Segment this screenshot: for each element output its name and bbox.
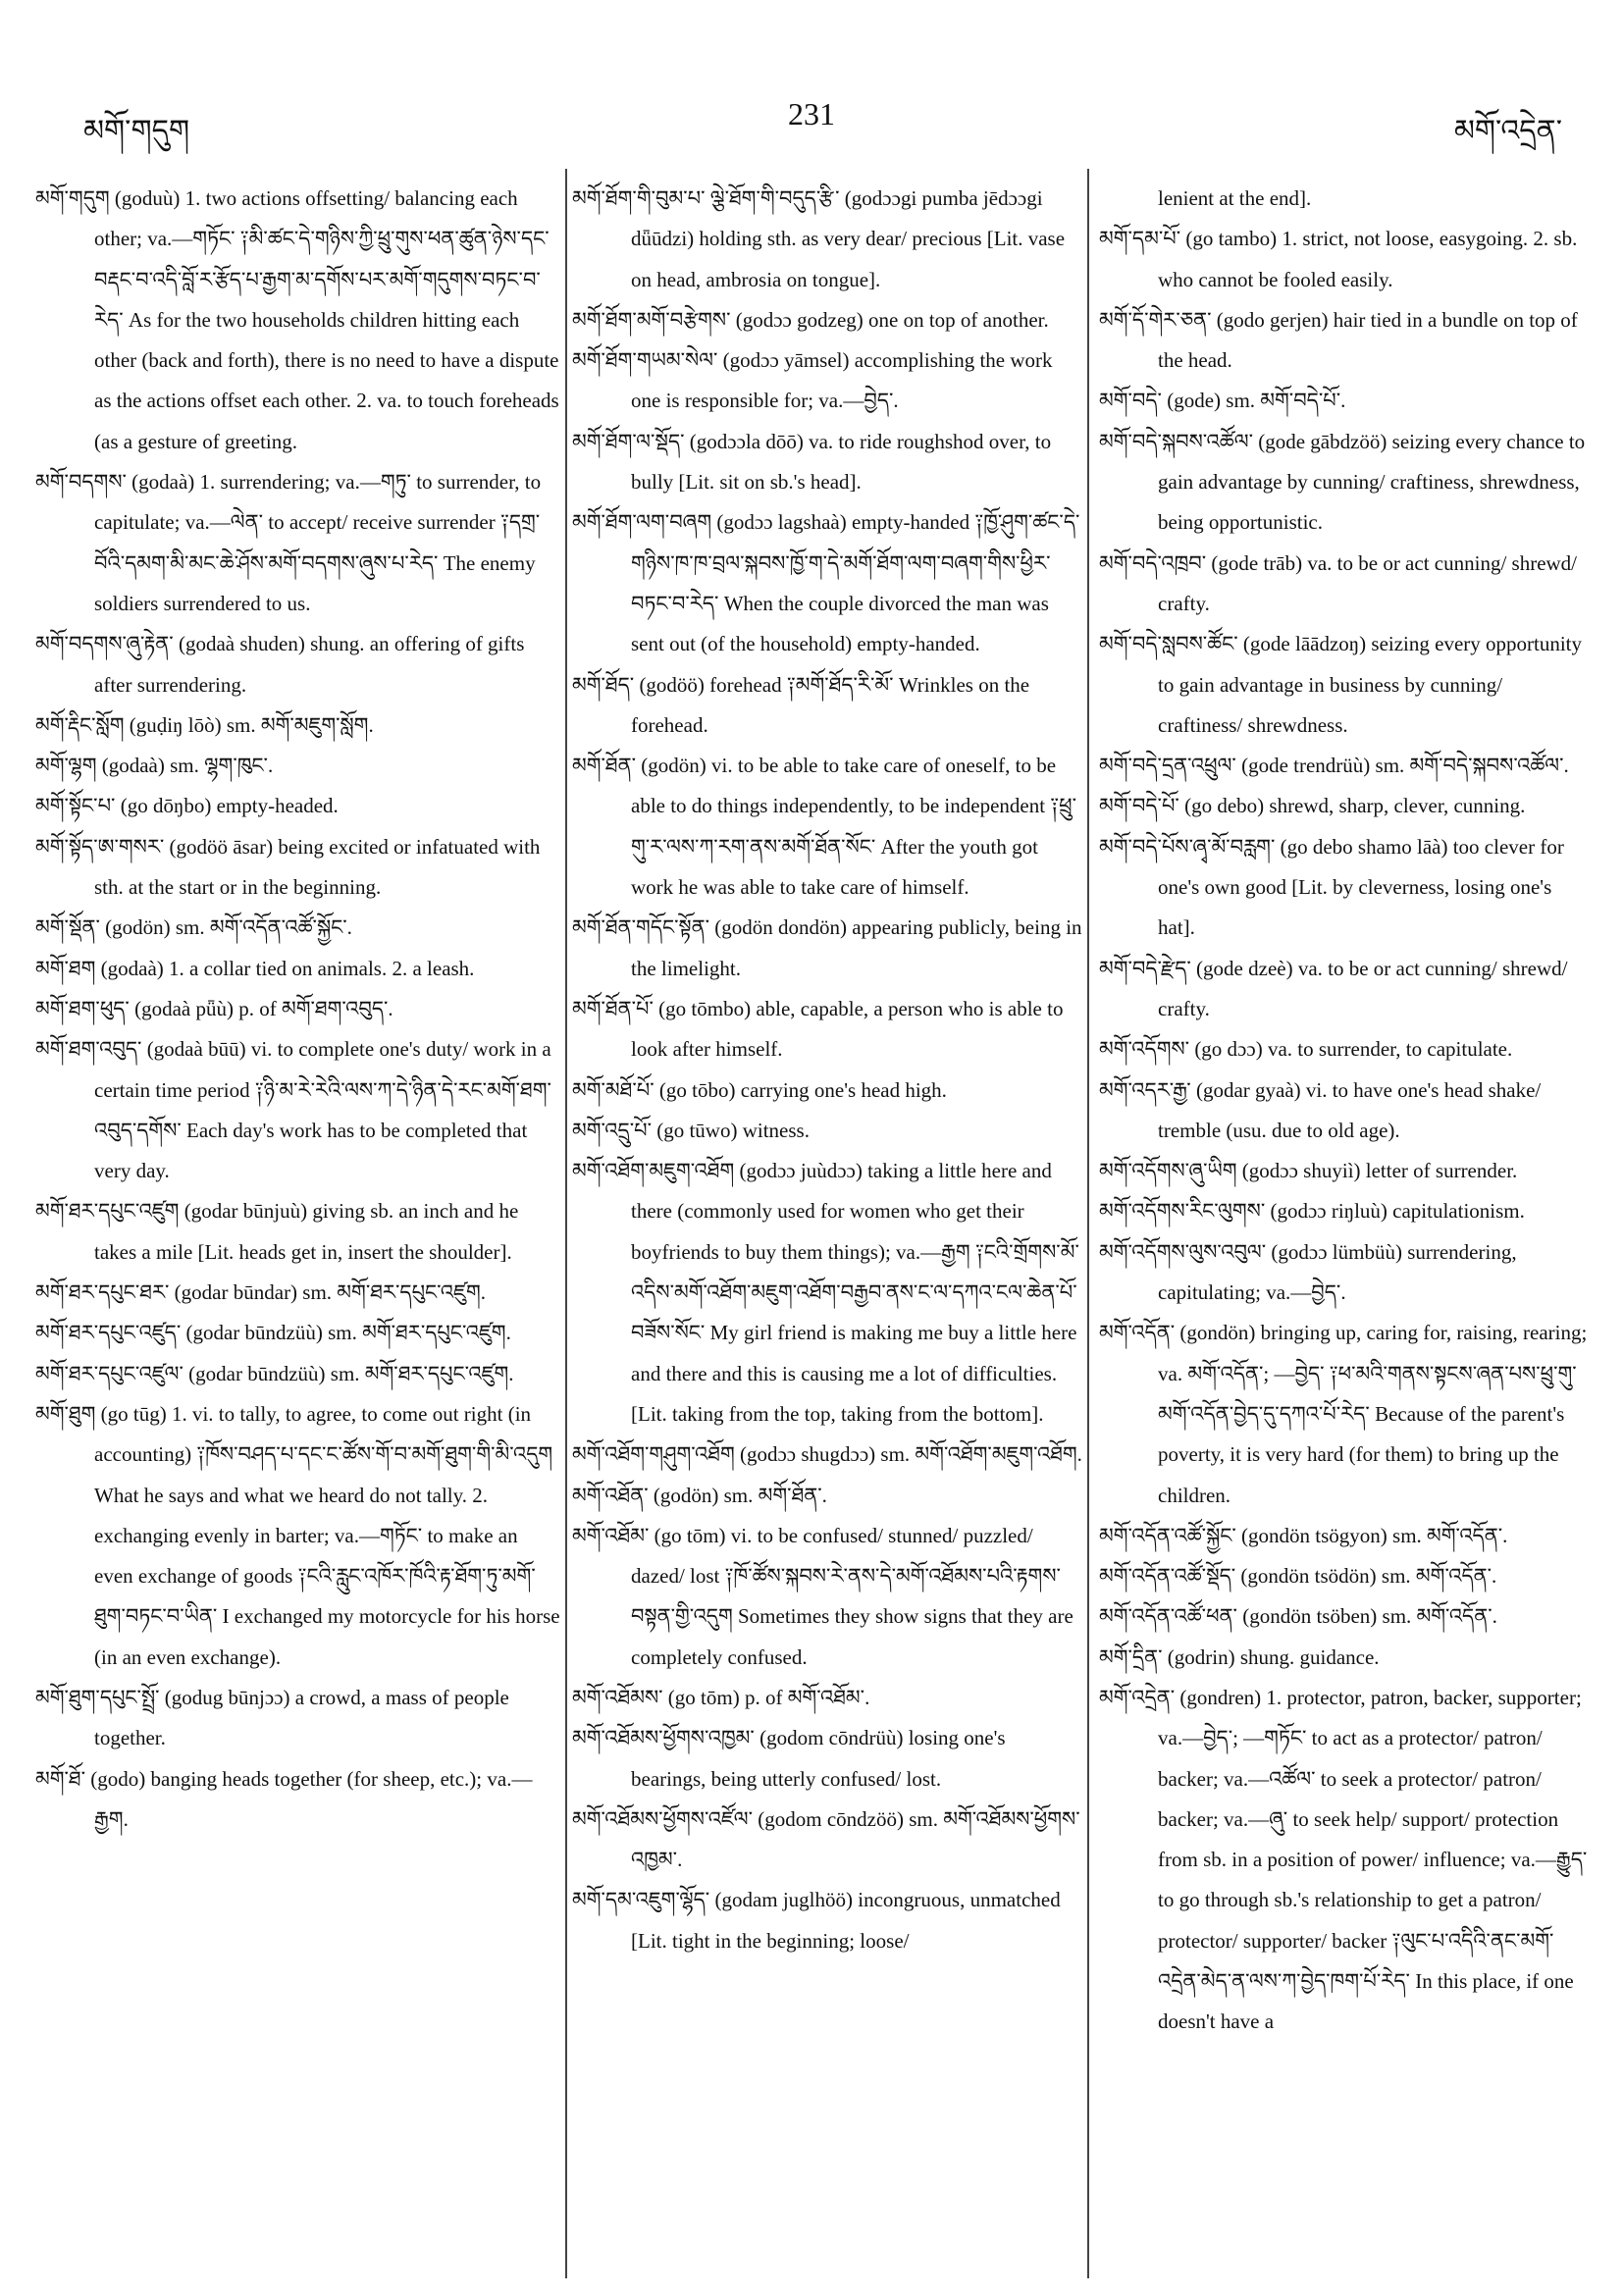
dictionary-entry: མགོ་བདེ་ (gode) sm. མགོ་བདེ་པོ་. (1099, 389, 1346, 413)
dictionary-entry: མགོ་འཐོམ་ (go tōm) vi. to be confused/ stunned/ puzzled/ dazed/ lost ༑ཁོ་ཚོས་སྐབས་རེ་ནས་དེ་མགོ་འཐོམས་པའི་རྟགས་བསྟན་གྱི་འདུག Sometimes they show signs that they are completely confused. (572, 1523, 1073, 1669)
dictionary-entry: མགོ་ཐུག་དཔུང་སྤྲོ་ (godug būnjɔɔ) a crowd, a mass of people together. (35, 1685, 509, 1750)
dictionary-entry: མགོ་འདོགས་ཞུ་ཡིག (godɔɔ shuyiì) letter of surrender. (1099, 1159, 1518, 1183)
dictionary-entry: མགོ་འདོན་འཚོ་སྡོད་ (gondön tsödön) sm. མགོ་འདོན་. (1099, 1564, 1497, 1589)
dictionary-entry: མགོ་ཐོག་གཡམ་སེལ་ (godɔɔ yāmsel) accomplishing the work one is responsible for; va.—བྱེད་. (572, 348, 1053, 413)
dictionary-entry: མགོ་བདེ་སྐབས་འཚོལ་ (gode gābdzöö) seizing every chance to gain advantage by cunning/ craftiness, shrewdness, being opportunistic. (1099, 429, 1586, 535)
dictionary-entry: མགོ་ཐར་དཔུང་འཛུལ་ (godar būndzüù) sm. མགོ་ཐར་དཔུང་འཛུག. (35, 1361, 514, 1385)
page-number: 231 (788, 96, 835, 131)
dictionary-entry: མགོ་ཐག་འབུད་ (godaà būū) vi. to complete one's duty/ work in a certain time period ༑ཉི་མ་རེ་རེའི་ལས་ཀ་དེ་ཉིན་དེ་རང་མགོ་ཐག་འབུད་དགོས་ Each day's work has to be completed that very day. (35, 1037, 551, 1183)
dictionary-entry: མགོ་དྲིན་ (godrin) shung. guidance. (1099, 1644, 1380, 1669)
dictionary-entry: མགོ་ཐོན་པོ་ (go tōmbo) able, capable, a person who is able to look after himself. (572, 996, 1064, 1062)
dictionary-entry: མགོ་སྡོན་ (godön) sm. མགོ་འདོན་འཚོ་སྐྱོང་. (35, 915, 352, 940)
column-1 (35, 179, 561, 1840)
dictionary-entry: མགོ་བདགས་ (godaà) 1. surrendering; va.—གཏུ་ to surrender, to capitulate; va.—ལེན་ to accept/ receive surrender ༑དགྲ་བོའི་དམག་མི་མང་ཆེ་ཤོས་མགོ་བདགས་ཞུས་པ་རེད་ The enemy soldiers surrendered to us. (35, 470, 542, 615)
dictionary-entry: མགོ་འདོན་འཚོ་སྐྱོང་ (gondön tsögyon) sm. མགོ་འདོན་. (1099, 1523, 1508, 1547)
dictionary-entry: མགོ་བདེ་པོས་ཞྭ་མོ་བརླག་ (go debo shamo lāà) too clever for one's own good [Lit. by cleverness, losing one's hat]. (1099, 834, 1564, 940)
dictionary-entry: མགོ་ཐོག་ལ་སྡོད་ (godɔɔla dōō) va. to ride roughshod over, to bully [Lit. sit on sb.'s head]. (572, 429, 1052, 495)
dictionary-entry: མགོ་ཐུག (go tūg) 1. vi. to tally, to agree, to come out right (in accounting) ༑ཁོས་བཤད་པ་དང་ང་ཚོས་གོ་བ་མགོ་ཐུག་གི་མི་འདུག What he says and what we heard do not tally. 2. exchanging evenly in barter; va.—གཏོང་ to make an even exchange of goods ༑ངའི་རླུང་འཁོར་ཁོའི་རྟ་ཐོག་ཏུ་མགོ་ཐུག་བཏང་བ་ཡིན་ I exchanged my motorcycle for his horse (in an even exchange). (35, 1401, 560, 1669)
dictionary-entry: lenient at the end]. (1158, 186, 1312, 210)
dictionary-entry: མགོ་འཐོག་མཇུག་འཐོག (godɔɔ juùdɔɔ) taking a little here and there (commonly used for women who get their boyfriends to buy them things); va.—རྒྱག ༑ངའི་གྲོགས་མོ་འདིས་མགོ་འཐོག་མཇུག་འཐོག་བརྒྱབ་ནས་ང་ལ་དཀའ་ངལ་ཆེན་པོ་བཟོས་སོང་ My girl friend is making me buy a little here and there and this is causing me a lot of difficulties. [Lit. taking from the top, taking from the bottom]. (572, 1159, 1079, 1426)
dictionary-entry: མགོ་ཐོན་གདོང་སྟོན་ (godön dondön) appearing publicly, being in the limelight. (572, 915, 1082, 980)
dictionary-entry: མགོ་ཐོག་ལག་བཞག (godɔɔ lagshaà) empty-handed ༑ཁྱོ་ཤུག་ཚང་དེ་གཉིས་ཁ་ཁ་བྲལ་སྐབས་ཁྱོ་ག་དེ་མགོ་ཐོག་ལག་བཞག་གིས་ཕྱིར་བཏང་བ་རེད་ When the couple divorced the man was sent out (of the household) empty-handed. (572, 510, 1080, 656)
column-3 (1099, 179, 1590, 2043)
dictionary-entry: མགོ་དམ་འཇུག་ལྷོད་ (godam juglhöö) incongruous, unmatched [Lit. tight in the beginning; loose/ (572, 1888, 1061, 1953)
dictionary-entry: མགོ་སྟོང་པ་ (go dōŋbo) empty-headed. (35, 794, 339, 818)
dictionary-entry: མགོ་སྟོད་ཨ་གསར་ (godöö āsar) being excited or infatuated with sth. at the start or in the beginning. (35, 834, 541, 900)
dictionary-entry: མགོ་འདྲུ་པོ་ (go tūwo) witness. (572, 1118, 810, 1142)
dictionary-entry: མགོ་དམ་པོ་ (go tambo) 1. strict, not loose, easygoing. 2. sb. who cannot be fooled easily. (1099, 227, 1578, 291)
dictionary-entry: མགོ་ལྷག (godaà) sm. ལྷག་ཁུང་. (35, 754, 274, 778)
dictionary-entry: མགོ་བདེ་པོ་ (go debo) shrewd, sharp, clever, cunning. (1099, 794, 1526, 818)
dictionary-entry: མགོ་ཐོན་ (godön) vi. to be able to take care of oneself, to be able to do things independently, to be independent ༑ཕྲུ་གུ་ར་ལས་ཀ་རག་ནས་མགོ་ཐོན་སོང་ After the youth got work he was able to take care of himself. (572, 754, 1077, 900)
dictionary-entry: མགོ་ཐོད་ (godöö) forehead ༑མགོ་ཐོད་རི་མོ་ Wrinkles on the forehead. (572, 672, 1030, 737)
dictionary-entry: མགོ་བདགས་ཞུ་རྟེན་ (godaà shuden) shung. an offering of gifts after surrendering. (35, 632, 525, 697)
column-2 (572, 179, 1082, 1961)
dictionary-entry: མགོ་བདེ་དྲན་འཕྲུལ་ (gode trendrüù) sm. མགོ་བདེ་སྐབས་འཚོལ་. (1099, 754, 1569, 778)
dictionary-entry: མགོ་འཐོག་གཤུག་འཐོག (godɔɔ shugdɔɔ) sm. མགོ་འཐོག་མཇུག་འཐོག. (572, 1442, 1082, 1467)
dictionary-entry: མགོ་ཐག་ཕུད་ (godaà pǖù) p. of མགོ་ཐག་འབུད་. (35, 996, 393, 1020)
dictionary-entry: མགོ་བདེ་འཁྲབ་ (gode trāb) va. to be or act cunning/ shrewd/ crafty. (1099, 550, 1578, 615)
dictionary-entry: མགོ་ཐོག་གི་བུམ་པ་ ལྕེ་ཐོག་གི་བདུད་རྩི་ (godɔɔgi pumba jēdɔɔgi dǖūdzi) holding sth. as very dear/ precious [Lit. vase on head, ambrosia on tongue]. (572, 186, 1066, 291)
dictionary-entry: མགོ་འདར་རྒྱ་ (godar gyaà) vi. to have one's head shake/ tremble (usu. due to old age). (1099, 1077, 1542, 1142)
dictionary-entry: མགོ་འདོགས་ (go dɔɔ) va. to surrender, to capitulate. (1099, 1037, 1513, 1062)
dictionary-entry: མགོ་ཐག (godaà) 1. a collar tied on animals. 2. a leash. (35, 956, 475, 980)
right-guide-word: མགོ་འདྲེན་ (1453, 115, 1562, 147)
dictionary-entry: མགོ་འཐོམས་ཕྱོགས་འཁྱམ་ (godom cōndrüù) losing one's bearings, being utterly confused/ lost. (572, 1726, 1006, 1791)
dictionary-entry: མགོ་འདོན་འཚོ་ཕན་ (gondön tsöben) sm. མགོ་འདོན་. (1099, 1604, 1497, 1629)
dictionary-entry: མགོ་འཐོམས་ཕྱོགས་འཛོལ་ (godom cōndzöö) sm. མགོ་འཐོམས་ཕྱོགས་འཁྱམ་. (572, 1806, 1080, 1872)
dictionary-entry: མགོ་གདུག (goduù) 1. two actions offsetting/ balancing each other; va.—གཏོང་ ༑མི་ཚང་དེ་གཉིས་ཀྱི་ཕྲུ་གུས་ཕན་ཚུན་ཉེས་དང་བརྡང་བ་འདི་བློ་ར་རྩོད་པ་རྒྱག་མ་དགོས་པར་མགོ་གདུགས་བཏང་བ་རེད་ As for the two households children hitting each other (back and forth), there is no need to have a dispute as the actions offset each other. 2. va. to touch foreheads (as a gesture of greeting. (35, 186, 559, 453)
dictionary-entry: མགོ་ཐར་དཔུང་འཛུག (godar būnjuù) giving sb. an inch and he takes a mile [Lit. heads get in, insert the shoulder]. (35, 1199, 519, 1264)
dictionary-entry: མགོ་འདྲེན་ (gondren) 1. protector, patron, backer, supporter; va.—བྱེད་; —གཏོང་ to act as a protector/ patron/ backer; va.—འཚོལ་ to seek a protector/ patron/ backer; va.—ཞུ་ to seek help/ support/ protection from sb. in a position of power/ influence; va.—རྒྱུད་ to go through sb.'s relationship to get a patron/ protector/ supporter/ backer ༑ལུང་པ་འདིའི་ནང་མགོ་འདྲེན་མེད་ན་ལས་ཀ་བྱེད་ཁག་པོ་རེད་ In this place, if one doesn't have a (1099, 1685, 1588, 2034)
column-divider-1 (565, 169, 567, 2278)
dictionary-entry: མགོ་བདེ་རྫེད་ (gode dzeè) va. to be or act cunning/ shrewd/ crafty. (1099, 956, 1568, 1020)
dictionary-entry: མགོ་འཐོམས་ (go tōm) p. of མགོ་འཐོམ་. (572, 1685, 870, 1709)
dictionary-entry: མགོ་ཐར་དཔུང་འཛུད་ (godar būndzüù) sm. མགོ་ཐར་དཔུང་འཛུག. (35, 1321, 511, 1345)
dictionary-entry: མགོ་མཐོ་པོ་ (go tōbo) carrying one's head high. (572, 1077, 947, 1102)
dictionary-entry: མགོ་འདོགས་ལུས་འབུལ་ (godɔɔ lümbüù) surrendering, capitulating; va.—བྱེད་. (1099, 1239, 1517, 1305)
column-divider-2 (1087, 169, 1089, 2278)
dictionary-entry: མགོ་དོ་གེར་ཅན་ (godo gerjen) hair tied in a bundle on top of the head. (1099, 307, 1578, 373)
dictionary-entry: མགོ་འདོགས་རིང་ལུགས་ (godɔɔ riŋluù) capitulationism. (1099, 1199, 1525, 1224)
dictionary-entry: མགོ་བདེ་སླབས་ཚོང་ (gode lāādzoŋ) seizing every opportunity to gain advantage in business by cunning/ craftiness/ shrewdness. (1099, 632, 1583, 737)
dictionary-entry: མགོ་འདོན་ (gondön) bringing up, caring for, raising, rearing; va. མགོ་འདོན་; —བྱེད་ ༑ཕ་མའི་གནས་སྟངས་ཞན་པས་ཕྲུ་གུ་མགོ་འདོན་བྱེད་དུ་དཀའ་པོ་རེད་ Because of the parent's poverty, it is very hard (for them) to bring up the children. (1099, 1321, 1588, 1507)
left-guide-word: མགོ་གདུག (83, 115, 190, 147)
dictionary-entry: མགོ་འཐོན་ (godön) sm. མགོ་ཐོན་. (572, 1483, 827, 1507)
dictionary-entry: མགོ་ཐར་དཔུང་ཐར་ (godar būndar) sm. མགོ་ཐར་དཔུང་འཛུག. (35, 1280, 487, 1305)
dictionary-entry: མགོ་རྡིང་སློག (guḍiŋ lōò) sm. མགོ་མཇུག་སློག. (35, 712, 374, 737)
dictionary-entry: མགོ་ཐོ་ (godo) banging heads together (for sheep, etc.); va.—རྒྱག. (35, 1766, 533, 1831)
dictionary-entry: མགོ་ཐོག་མགོ་བརྩེགས་ (godɔɔ godzeg) one on top of another. (572, 307, 1049, 332)
